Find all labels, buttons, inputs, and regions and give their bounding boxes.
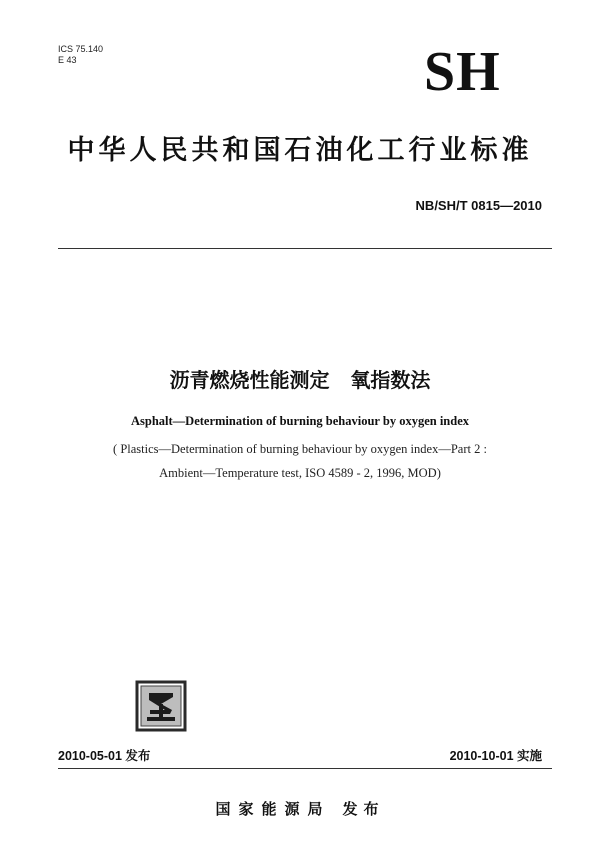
class-code: E 43: [58, 55, 77, 65]
standard-title-chinese: 沥青燃烧性能测定 氧指数法: [169, 368, 431, 392]
issue-verb: 发布: [342, 800, 385, 818]
classification-codes: [58, 44, 103, 66]
implement-date: 2010-10-01 实施: [449, 749, 542, 763]
equivalence-note-line1: ( Plastics—Determination of burning behaviour by oxygen index—Part 2 :: [113, 442, 487, 456]
ics-code: ICS 75.140: [58, 44, 104, 54]
publish-date: 2010-05-01 发布: [58, 749, 151, 763]
header-divider: [58, 248, 552, 249]
standard-number: NB/SH/T 0815—2010: [415, 198, 542, 213]
standard-title-english: Asphalt—Determination of burning behaviour by oxygen index: [130, 414, 469, 428]
footer-divider: [58, 768, 552, 769]
equivalence-note-line2: Ambient—Temperature test, ISO 4589 - 2, 1996, MOD): [159, 466, 441, 480]
issuing-organization: 国家能源局: [215, 800, 331, 818]
issuer-line: [0, 798, 600, 819]
industry-standard-title: 中华人民共和国石油化工行业标准: [67, 135, 533, 166]
sh-logo: SH: [424, 41, 501, 103]
publisher-seal-icon: [135, 680, 187, 732]
